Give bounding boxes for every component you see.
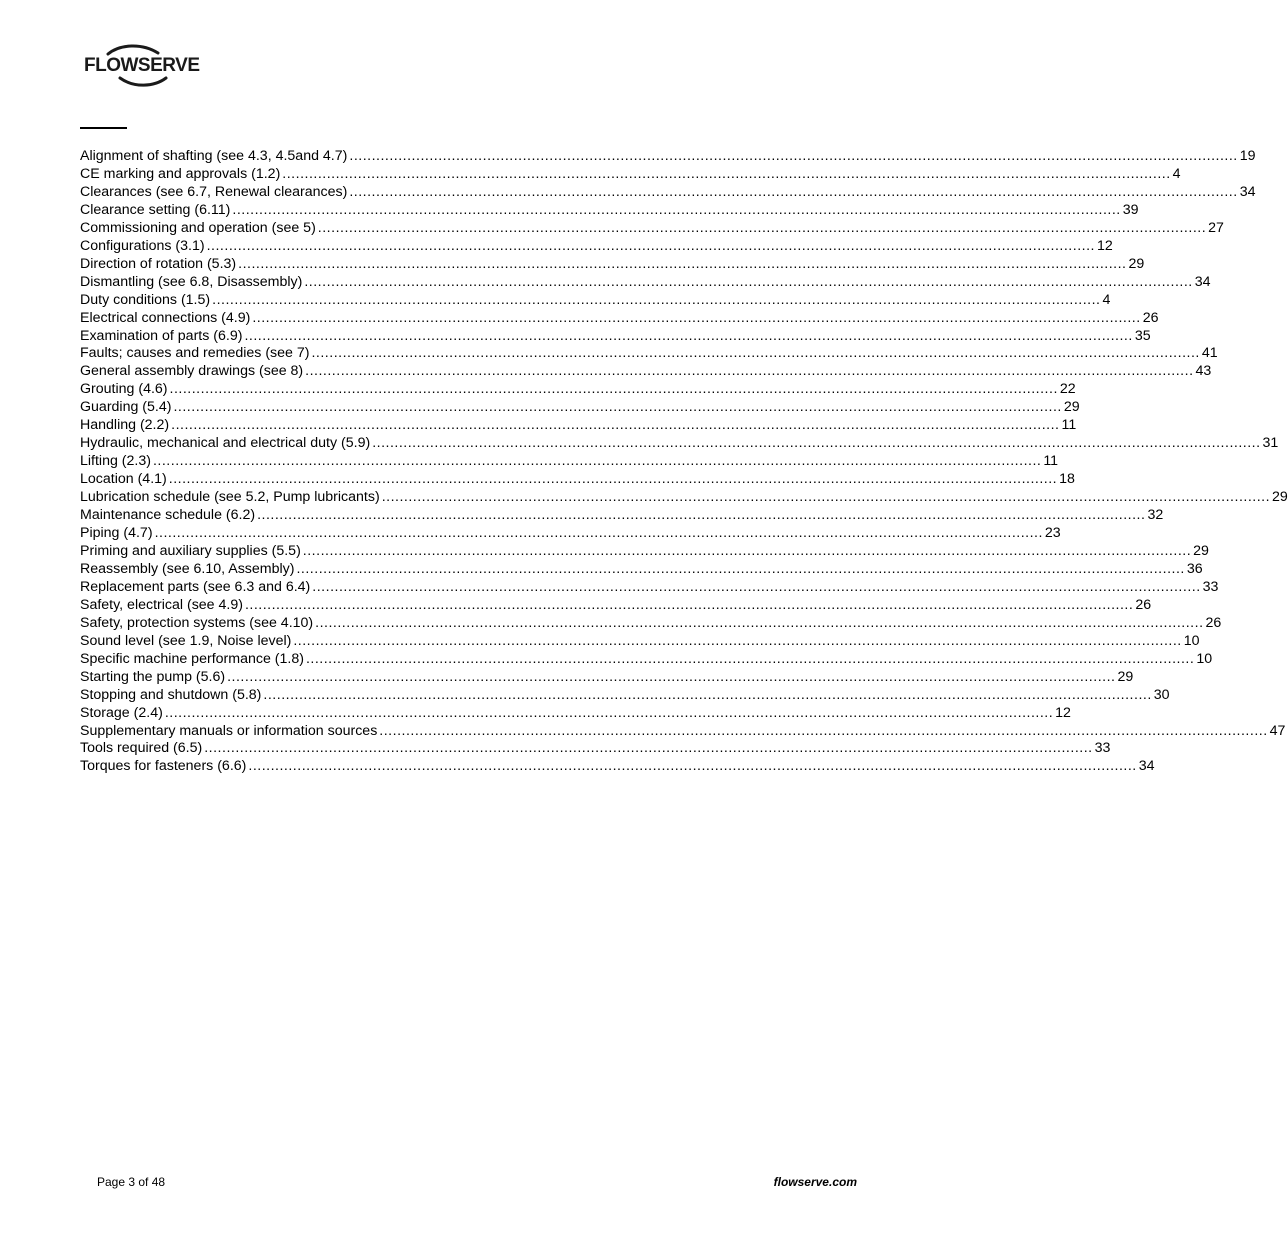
index-entry-page: 4 — [1172, 165, 1181, 182]
index-entry-page: 34 — [1138, 758, 1155, 775]
index-entry-page: 10 — [1183, 632, 1200, 649]
index-entry-page: 23 — [1044, 525, 1061, 542]
dot-leader: ........................................................................................................................................................................................................ — [263, 686, 1152, 703]
index-entry-label: Lubrication schedule (see 5.2, Pump lubricants) — [80, 489, 380, 506]
index-entry-page: 41 — [1201, 345, 1218, 362]
dot-leader: ........................................................................................................................................................................................................ — [173, 399, 1062, 416]
index-entry[interactable] — [80, 686, 1170, 705]
index-entry-page: 26 — [1142, 309, 1159, 326]
index-entry-label: Faults; causes and remedies (see 7) — [80, 345, 310, 362]
index-entry-label: Safety, electrical (see 4.9) — [80, 596, 243, 613]
index-entry[interactable] — [80, 578, 1219, 597]
index-entry-label: Direction of rotation (5.3) — [80, 255, 237, 272]
dot-leader: ........................................................................................................................................................................................................ — [305, 650, 1195, 667]
index-entry-label: Duty conditions (1.5) — [80, 291, 211, 308]
index-entry[interactable] — [80, 740, 1111, 758]
index-entry-page: 19 — [1239, 148, 1256, 164]
index-entry-label: Maintenance schedule (6.2) — [80, 507, 256, 524]
dot-leader: ........................................................................................................................................................................................................ — [315, 614, 1204, 631]
dot-leader: ........................................................................................................................................................................................................ — [154, 525, 1043, 542]
index-entry[interactable] — [80, 165, 1181, 184]
index-entry-page: 11 — [1043, 453, 1059, 470]
index-entry[interactable] — [80, 148, 1256, 166]
dot-leader: ........................................................................................................................................................................................................ — [252, 309, 1141, 326]
dot-leader: ........................................................................................................................................................................................................ — [317, 219, 1207, 236]
dot-leader: ........................................................................................................................................................................................................ — [238, 255, 1127, 272]
index-entry[interactable] — [80, 668, 1134, 687]
dot-leader: ........................................................................................................................................................................................................ — [305, 363, 1194, 380]
index-entry-label: Tools required (6.5) — [80, 740, 203, 757]
index-entry-page: 12 — [1055, 704, 1071, 721]
index-entry-label: CE marking and approvals (1.2) — [80, 165, 281, 182]
index-list — [80, 148, 1288, 776]
index-entry-page: 18 — [1059, 471, 1075, 488]
index-entry[interactable] — [80, 525, 1061, 543]
index-entry-label: Handling (2.2) — [80, 417, 170, 434]
dot-leader: ........................................................................................................................................................................................................ — [304, 273, 1193, 290]
index-entry[interactable] — [80, 758, 1155, 776]
dot-leader: ........................................................................................................................................................................................................ — [212, 291, 1101, 308]
dot-leader: ........................................................................................................................................................................................................ — [372, 435, 1261, 452]
index-entry[interactable] — [80, 453, 1059, 471]
index-entry-label: Sound level (see 1.9, Noise level) — [80, 632, 292, 649]
index-entry[interactable] — [80, 704, 1071, 723]
index-entry[interactable] — [80, 650, 1213, 669]
index-entry-page: 32 — [1147, 507, 1164, 524]
index-entry[interactable] — [80, 614, 1222, 633]
index-entry-page: 22 — [1059, 381, 1076, 398]
index-entry-label: Reassembly (see 6.10, Assembly) — [80, 560, 295, 577]
index-entry-label: Storage (2.4) — [80, 704, 163, 721]
dot-leader: ........................................................................................................................................................................................................ — [257, 507, 1146, 524]
index-entry-label: Safety, protection systems (see 4.10) — [80, 614, 314, 631]
dot-leader: ........................................................................................................................................................................................................ — [227, 668, 1116, 685]
dot-leader: ........................................................................................................................................................................................................ — [244, 596, 1134, 613]
index-entry-label: General assembly drawings (see 8) — [80, 363, 304, 380]
index-entry-page: 33 — [1202, 578, 1219, 595]
index-entry[interactable] — [80, 327, 1151, 346]
dot-leader: ........................................................................................................................................................................................................ — [282, 165, 1171, 182]
index-entry-page: 31 — [1262, 435, 1279, 452]
index-entry-label: Guarding (5.4) — [80, 399, 172, 416]
index-entry-page: 29 — [1272, 489, 1288, 506]
index-entry-page: 12 — [1096, 237, 1113, 254]
index-entry[interactable] — [80, 435, 1279, 453]
index-entry-page: 26 — [1205, 614, 1222, 631]
index-entry[interactable] — [80, 381, 1076, 399]
dot-leader: ........................................................................................................................................................................................................ — [169, 381, 1058, 398]
dot-leader: ........................................................................................................................................................................................................ — [168, 471, 1058, 488]
index-entry-page: 35 — [1134, 327, 1151, 344]
index-entry-label: Clearance setting (6.11) — [80, 201, 231, 218]
dot-leader: ........................................................................................................................................................................................................ — [381, 489, 1271, 506]
index-entry[interactable] — [80, 219, 1224, 238]
index-entry-page: 29 — [1128, 255, 1145, 272]
dot-leader: ........................................................................................................................................................................................................ — [296, 560, 1185, 577]
index-entry[interactable] — [80, 417, 1077, 435]
index-entry-page: 36 — [1186, 560, 1203, 577]
index-entry-page: 11 — [1061, 417, 1077, 434]
index-entry-label: Clearances (see 6.7, Renewal clearances) — [80, 183, 348, 200]
dot-leader: ........................................................................................................................................................................................................ — [312, 578, 1201, 595]
flowserve-logo — [82, 44, 202, 88]
index-entry-label: Supplementary manuals or information sources — [80, 722, 378, 739]
index-entry-label: Stopping and shutdown (5.8) — [80, 686, 262, 703]
dot-leader: ........................................................................................................................................................................................................ — [293, 632, 1182, 649]
index-entry-page: 34 — [1239, 183, 1256, 200]
index-entry-label: Examination of parts (6.9) — [80, 327, 243, 344]
index-entry-page: 34 — [1194, 273, 1211, 290]
dot-leader: ........................................................................................................................................................................................................ — [379, 722, 1268, 739]
index-entry-page: 10 — [1196, 650, 1213, 667]
index-entry-page: 33 — [1094, 740, 1111, 757]
dot-leader: ........................................................................................................................................................................................................ — [206, 237, 1095, 254]
index-entry-page: 39 — [1122, 201, 1139, 218]
page-number: Page 3 of 48 — [97, 1175, 166, 1189]
dot-leader: ........................................................................................................................................................................................................ — [171, 417, 1060, 434]
index-entry-label: Replacement parts (see 6.3 and 6.4) — [80, 578, 311, 595]
index-entry-label: Alignment of shafting (see 4.3, 4.5and 4.7) — [80, 148, 348, 164]
dot-leader: ........................................................................................................................................................................................................ — [349, 148, 1238, 164]
index-entry[interactable] — [80, 309, 1159, 328]
index-entry[interactable] — [80, 560, 1203, 579]
index-entry-label: Specific machine performance (1.8) — [80, 650, 304, 667]
index-entry-page: 29 — [1063, 399, 1080, 416]
index-entry-label: Configurations (3.1) — [80, 237, 205, 254]
index-entry-page: 27 — [1208, 219, 1224, 236]
index-entry[interactable] — [80, 542, 1209, 561]
index-entry[interactable] — [80, 237, 1113, 256]
index-entry[interactable] — [80, 201, 1139, 220]
index-entry-label: Grouting (4.6) — [80, 381, 168, 398]
index-entry[interactable] — [80, 363, 1212, 381]
dot-leader: ........................................................................................................................................................................................................ — [164, 704, 1054, 721]
dot-leader: ........................................................................................................................................................................................................ — [152, 453, 1042, 470]
dot-leader: ........................................................................................................................................................................................................ — [232, 201, 1121, 218]
dot-leader: ........................................................................................................................................................................................................ — [244, 327, 1133, 344]
dot-leader: ........................................................................................................................................................................................................ — [302, 542, 1192, 559]
dot-leader: ........................................................................................................................................................................................................ — [248, 758, 1137, 775]
index-entry-page: 30 — [1153, 686, 1170, 703]
index-entry-label: Priming and auxiliary supplies (5.5) — [80, 542, 301, 559]
index-entry[interactable] — [80, 722, 1286, 741]
index-entry-page: 29 — [1193, 542, 1209, 559]
index-entry-page: 4 — [1102, 291, 1111, 308]
index-entry[interactable] — [80, 471, 1075, 489]
index-entry-label: Electrical connections (4.9) — [80, 309, 251, 326]
logo-text: FLOWSERVE — [84, 55, 200, 76]
index-entry[interactable] — [80, 632, 1200, 651]
index-entry-label: Hydraulic, mechanical and electrical duty (5.9) — [80, 435, 371, 452]
index-entry[interactable] — [80, 399, 1080, 417]
index-entry-page: 47 — [1269, 722, 1286, 739]
index-entry-label: Piping (4.7) — [80, 525, 153, 542]
index-entry-page: 26 — [1135, 596, 1152, 613]
index-entry[interactable] — [80, 489, 1288, 507]
index-entry-label: Torques for fasteners (6.6) — [80, 758, 247, 775]
dot-leader: ........................................................................................................................................................................................................ — [349, 183, 1238, 200]
dot-leader: ........................................................................................................................................................................................................ — [311, 345, 1200, 362]
index-entry[interactable] — [80, 255, 1145, 274]
index-entry[interactable] — [80, 273, 1211, 292]
index-entry[interactable] — [80, 345, 1218, 363]
index-entry-page: 43 — [1195, 363, 1212, 380]
website-link[interactable]: flowserve.com — [773, 1175, 857, 1189]
index-entry[interactable] — [80, 183, 1256, 202]
header-rule — [80, 127, 127, 129]
index-entry-label: Lifting (2.3) — [80, 453, 151, 470]
index-entry[interactable] — [80, 291, 1111, 310]
index-entry-page: 29 — [1117, 668, 1134, 685]
index-entry[interactable] — [80, 596, 1152, 615]
index-entry-label: Commissioning and operation (see 5) — [80, 219, 316, 236]
index-entry-label: Starting the pump (5.6) — [80, 668, 226, 685]
dot-leader: ........................................................................................................................................................................................................ — [204, 740, 1093, 757]
index-entry-label: Location (4.1) — [80, 471, 167, 488]
index-entry[interactable] — [80, 507, 1164, 525]
index-entry-label: Dismantling (see 6.8, Disassembly) — [80, 273, 303, 290]
